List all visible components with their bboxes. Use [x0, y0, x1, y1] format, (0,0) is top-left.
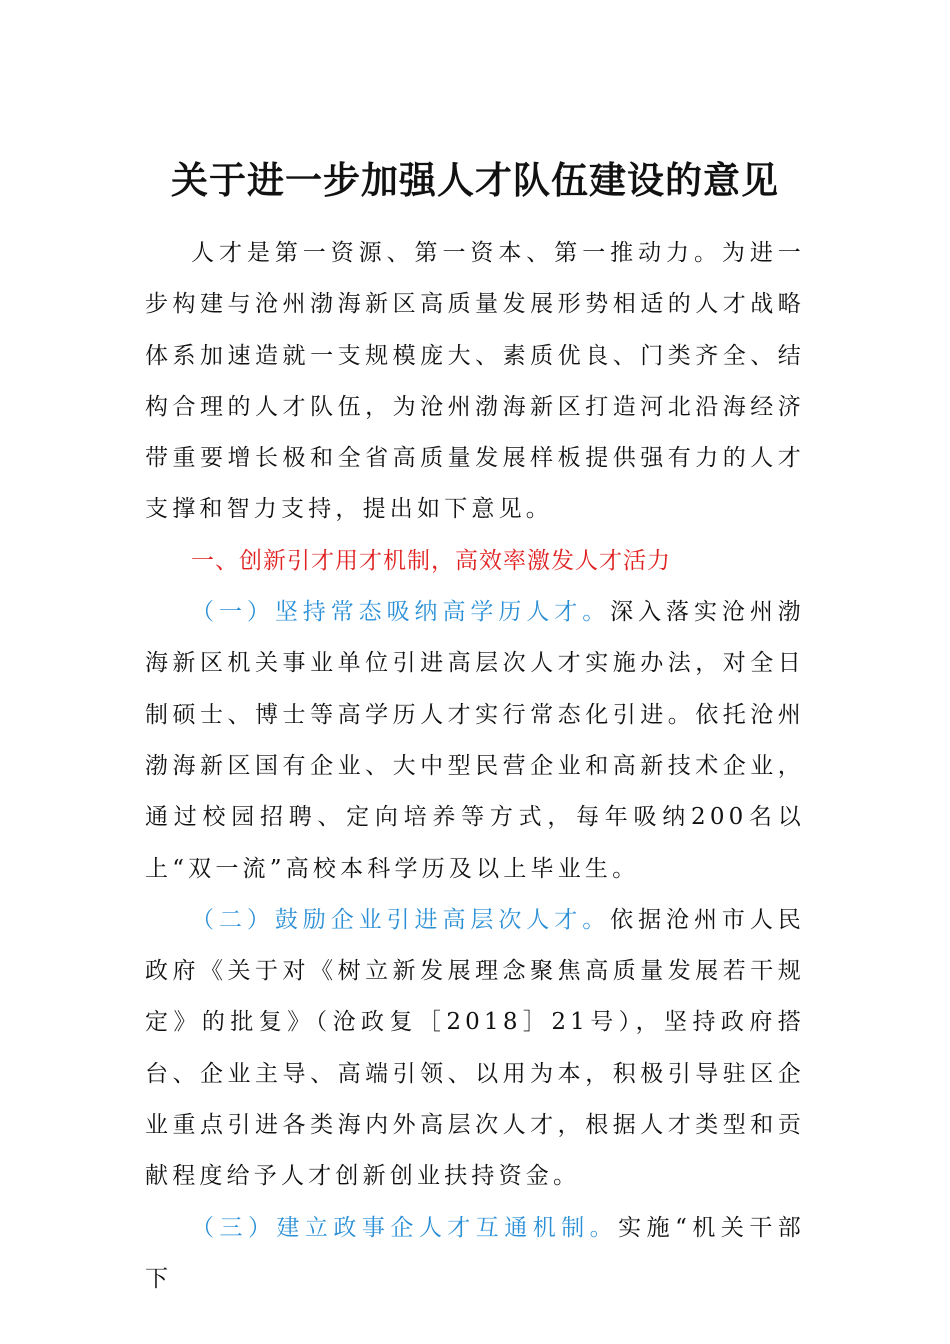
document-body — [145, 228, 805, 1305]
intro-paragraph: 人才是第一资源、第一资本、第一推动力。为进一步构建与沧州渤海新区高质量发展形势相适的人才战略体系加速造就一支规模庞大、素质优良、门类齐全、结构合理的人才队伍，为沧州渤海新区打造河北沿海经济带重要增长极和全省高质量发展样板提供强有力的人才支撑和智力支持，提出如下意见。 — [145, 240, 805, 523]
item-1-text: 深入落实沧州渤海新区机关事业单位引进高层次人才实施办法，对全日制硕士、博士等高学历人才实行常态化引进。依托沧州渤海新区国有企业、大中型民营企业和高新技术企业，通过校园招聘、定向培养等方式，每年吸纳200名以上“双一流”高校本科学历及以上毕业生。 — [145, 599, 805, 882]
item-paragraph-2 — [145, 895, 805, 1203]
section-heading-text: 一、创新引才用才机制，高效率激发人才活力 — [191, 547, 671, 574]
item-2-text: 依据沧州市人民政府《关于对《树立新发展理念聚焦高质量发展若干规定》的批复》（沧政复［2018］21号），坚持政府搭台、企业主导、高端引领、以用为本，积极引导驻区企业重点引进各类海内外高层次人才，根据人才类型和贡献程度给予人才创新创业扶持资金。 — [145, 906, 805, 1190]
item-paragraph-3 — [145, 1203, 805, 1306]
item-3-label: （三）建立政事企人才互通机制。 — [191, 1214, 619, 1241]
item-paragraph-1 — [145, 587, 805, 895]
item-1-label: （一）坚持常态吸纳高学历人才。 — [191, 599, 611, 626]
item-3-text: 实施“机关干部下 — [145, 1214, 805, 1292]
item-2-label: （二）鼓励企业引进高层次人才。 — [191, 906, 611, 933]
document-title: 关于进一步加强人才队伍建设的意见 — [171, 159, 779, 202]
section-heading — [145, 536, 805, 587]
